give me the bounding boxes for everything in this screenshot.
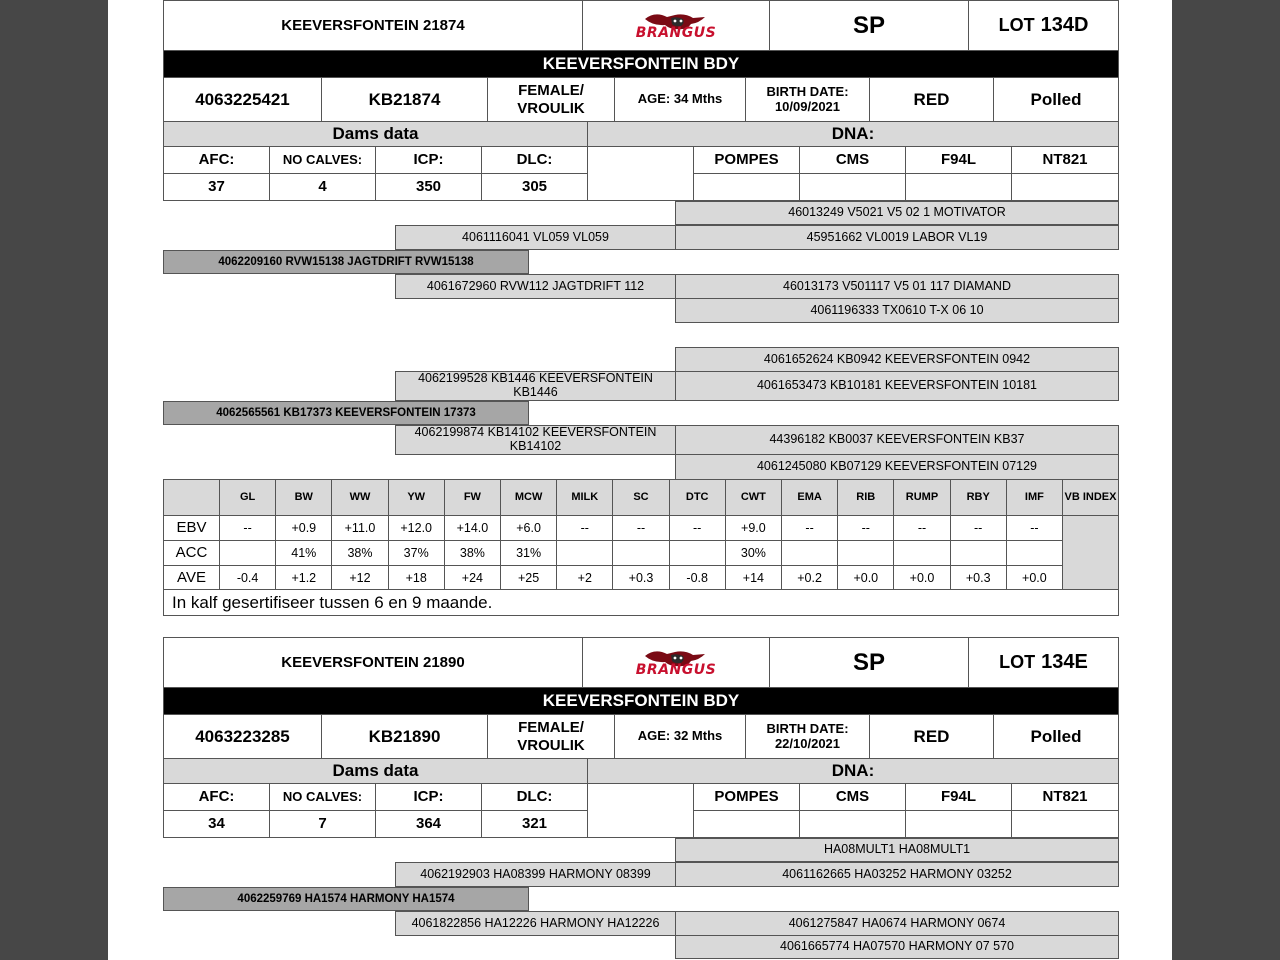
dna-nt821-label: NT821 [1011,783,1119,811]
dna-cms-value [799,810,906,838]
ebv-cell: +9.0 [725,515,782,541]
lot-number [968,0,1119,51]
lot-prefix: LOT [999,652,1036,673]
ebv-cell: +25 [500,565,557,591]
pedigree-sire: 4062259769 HA1574 HARMONY HA1574 [163,887,529,911]
ebv-cell: +0.3 [612,565,669,591]
ebv-header-yw: YW [388,479,445,516]
birth-date [745,77,870,122]
pedigree-sire-dam-dam: 4061196333 TX0610 T-X 06 10 [675,298,1119,323]
dna-title: DNA: [587,758,1119,784]
dna-nt821-value [1011,173,1119,201]
ebv-header-fw: FW [444,479,501,516]
ebv-row-label: EBV [163,515,220,541]
dams-afc-value: 34 [163,810,270,838]
dams-afc-label: AFC: [163,146,270,174]
pedigree-sire-sire-dam: 4061162665 HA03252 HARMONY 03252 [675,862,1119,887]
ebv-cell: +1.2 [275,565,332,591]
lot-id: 134E [1041,651,1088,673]
dna-f94l-label: F94L [905,783,1012,811]
registration-number: 4063225421 [163,77,322,122]
ebv-corner [163,479,220,516]
dams-data-title: Dams data [163,121,588,147]
colour-label: RED [869,77,994,122]
ebv-cell [893,540,950,566]
dna-pompes-label: POMPES [693,146,800,174]
ebv-cell: 38% [444,540,501,566]
ebv-cell: +2 [556,565,613,591]
ebv-cell: +6.0 [500,515,557,541]
horn-status: Polled [993,77,1119,122]
herd-code: KB21874 [321,77,488,122]
dams-calves-value: 4 [269,173,376,201]
ebv-header-mcw: MCW [500,479,557,516]
ebv-cell: 38% [331,540,388,566]
ebv-header-sc: SC [612,479,669,516]
age-label: AGE: 32 Mths [614,714,746,759]
ebv-cell: -- [950,515,1007,541]
ebv-cell: +0.9 [275,515,332,541]
dams-calves-label: NO CALVES: [269,146,376,174]
ebv-cell: +12 [331,565,388,591]
pedigree-sire-dam: 4061822856 HA12226 HARMONY HA12226 [395,911,676,936]
ebv-cell [781,540,838,566]
lot-number [968,637,1119,688]
pedigree-dam: 4062565561 KB17373 KEEVERSFONTEIN 17373 [163,401,529,425]
catalogue-page [108,0,1172,960]
dna-cms-label: CMS [799,783,906,811]
ebv-header-imf: IMF [1006,479,1063,516]
grade-label: SP [769,0,969,51]
ebv-row-label: AVE [163,565,220,591]
ebv-cell [612,540,669,566]
ebv-header-ww: WW [331,479,388,516]
pedigree-sire-dam-dam: 4061665774 HA07570 HARMONY 07 570 [675,935,1119,959]
ebv-cell: +0.3 [950,565,1007,591]
ebv-cell: -- [556,515,613,541]
ebv-cell: -- [669,515,726,541]
ebv-table [163,479,1119,590]
birth-date-value: 10/09/2021 [774,98,841,114]
dams-dlc-label: DLC: [481,783,588,811]
ebv-cell: 30% [725,540,782,566]
dna-cms-value [799,173,906,201]
dams-afc-value: 37 [163,173,270,201]
dams-dlc-label: DLC: [481,146,588,174]
lot-prefix: LOT [998,15,1035,36]
herd-code: KB21890 [321,714,488,759]
breeder-banner: KEEVERSFONTEIN BDY [163,50,1119,78]
pedigree-sire-sire: 4062192903 HA08399 HARMONY 08399 [395,862,676,887]
ebv-cell: +12.0 [388,515,445,541]
ebv-header-ema: EMA [781,479,838,516]
animal-name: KEEVERSFONTEIN 21874 [163,0,583,51]
dams-dlc-value: 321 [481,810,588,838]
ebv-cell [219,540,276,566]
dams-calves-value: 7 [269,810,376,838]
pedigree-sire-sire-sire: 46013249 V5021 V5 02 1 MOTIVATOR [675,201,1119,225]
birth-date [745,714,870,759]
ebv-cell: +24 [444,565,501,591]
ebv-cell: +0.2 [781,565,838,591]
pedigree-sire-dam-sire: 4061275847 HA0674 HARMONY 0674 [675,911,1119,936]
ebv-header-rump: RUMP [893,479,950,516]
ebv-cell: +0.0 [893,565,950,591]
dna-f94l-value [905,173,1012,201]
ebv-header-gl: GL [219,479,276,516]
lot-id: 134D [1040,14,1089,36]
ebv-cell: -- [893,515,950,541]
ebv-row-label: ACC [163,540,220,566]
dams-icp-label: ICP: [375,146,482,174]
ebv-cell [556,540,613,566]
dna-nt821-label: NT821 [1011,146,1119,174]
dna-title: DNA: [587,121,1119,147]
pedigree-dam-dam-sire: 44396182 KB0037 KEEVERSFONTEIN KB37 [675,425,1119,455]
dna-pompes-value [693,810,800,838]
pedigree-dam-dam: 4062199874 KB14102 KEEVERSFONTEIN KB14102 [395,425,676,455]
dams-calves-label: NO CALVES: [269,783,376,811]
ebv-cell: +18 [388,565,445,591]
dna-blank [587,146,694,201]
ebv-cell: -- [219,515,276,541]
dams-data-title: Dams data [163,758,588,784]
dna-pompes-value [693,173,800,201]
pedigree-dam-sire-dam: 4061653473 KB10181 KEEVERSFONTEIN 10181 [675,371,1119,401]
ebv-cell: +0.0 [1006,565,1063,591]
dna-cms-label: CMS [799,146,906,174]
pedigree-sire: 4062209160 RVW15138 JAGTDRIFT RVW15138 [163,250,529,274]
pedigree-dam-sire-sire: 4061652624 KB0942 KEEVERSFONTEIN 0942 [675,347,1119,372]
ebv-cell: -- [837,515,894,541]
sex-label: FEMALE/ VROULIK [487,77,615,122]
ebv-header-bw: BW [275,479,332,516]
birth-date-value: 22/10/2021 [774,735,841,751]
ebv-cell: 37% [388,540,445,566]
birth-date-label: BIRTH DATE: [766,720,849,736]
pedigree-dam-dam-dam: 4061245080 KB07129 KEEVERSFONTEIN 07129 [675,454,1119,480]
ebv-cell [837,540,894,566]
dams-icp-value: 364 [375,810,482,838]
brangus-logo [582,0,770,51]
dams-afc-label: AFC: [163,783,270,811]
ebv-cell: -0.8 [669,565,726,591]
brangus-logo [582,637,770,688]
ebv-cell: -- [781,515,838,541]
ebv-cell [669,540,726,566]
dna-f94l-value [905,810,1012,838]
pedigree-sire-dam: 4061672960 RVW112 JAGTDRIFT 112 [395,274,676,299]
dna-f94l-label: F94L [905,146,1012,174]
sex-label: FEMALE/ VROULIK [487,714,615,759]
horn-status: Polled [993,714,1119,759]
ebv-header-rby: RBY [950,479,1007,516]
breeder-banner: KEEVERSFONTEIN BDY [163,687,1119,715]
ebv-vb-index-value [1062,515,1119,590]
ebv-cell: -- [1006,515,1063,541]
dna-pompes-label: POMPES [693,783,800,811]
colour-label: RED [869,714,994,759]
ebv-cell: -0.4 [219,565,276,591]
age-label: AGE: 34 Mths [614,77,746,122]
ebv-cell: 41% [275,540,332,566]
registration-number: 4063223285 [163,714,322,759]
grade-label: SP [769,637,969,688]
dna-nt821-value [1011,810,1119,838]
pedigree-sire-sire: 4061116041 VL059 VL059 [395,225,676,250]
ebv-header-dtc: DTC [669,479,726,516]
ebv-header-milk: MILK [556,479,613,516]
birth-date-label: BIRTH DATE: [766,83,849,99]
ebv-cell: +11.0 [331,515,388,541]
pedigree-sire-dam-sire: 46013173 V501117 V5 01 117 DIAMAND [675,274,1119,299]
ebv-header-vb-index: VB INDEX [1062,479,1119,516]
ebv-cell: +0.0 [837,565,894,591]
dna-blank [587,783,694,838]
dams-icp-label: ICP: [375,783,482,811]
pedigree-sire-sire-dam: 45951662 VL0019 LABOR VL19 [675,225,1119,250]
brangus-logo-text: BRANGUS [635,662,717,679]
dams-dlc-value: 305 [481,173,588,201]
pedigree-sire-sire-sire: HA08MULT1 HA08MULT1 [675,838,1119,862]
ebv-cell [1006,540,1063,566]
ebv-cell: -- [612,515,669,541]
ebv-header-rib: RIB [837,479,894,516]
ebv-cell: 31% [500,540,557,566]
ebv-cell: +14 [725,565,782,591]
ebv-cell: +14.0 [444,515,501,541]
ebv-header-cwt: CWT [725,479,782,516]
certification-note: In kalf gesertifiseer tussen 6 en 9 maande. [163,589,1119,616]
ebv-cell [950,540,1007,566]
dams-icp-value: 350 [375,173,482,201]
animal-name: KEEVERSFONTEIN 21890 [163,637,583,688]
brangus-logo-text: BRANGUS [635,25,717,42]
pedigree-dam-sire: 4062199528 KB1446 KEEVERSFONTEIN KB1446 [395,371,676,401]
